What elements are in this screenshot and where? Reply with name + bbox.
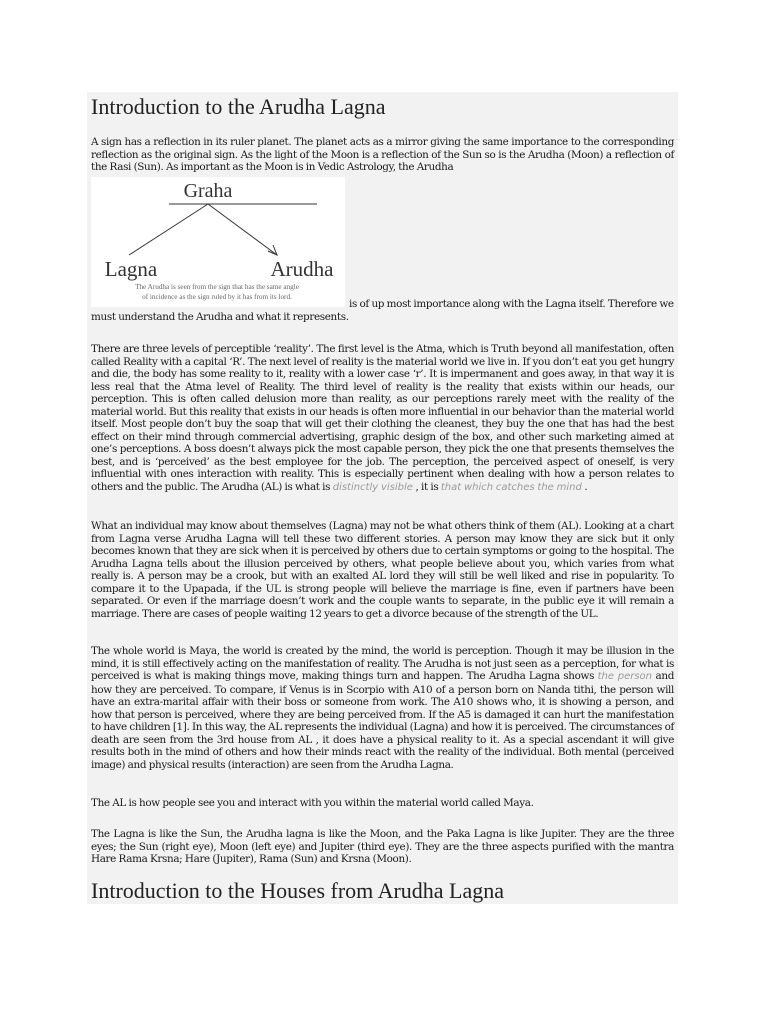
graha-diagram-figure — [91, 177, 345, 307]
paragraph-1-text: A sign has a reflection in its ruler planet. The planet acts as a mirror giving the same importance to the corresponding reflection as the original sign. As the light of the Moon is a reflection of the Sun so is the Arudha (Moon) a reflection of the Rasi (Sun). As important as the Moon is in Vedic Astrology, the Arudha — [91, 136, 674, 173]
paragraph-2-end: . — [584, 480, 588, 493]
paragraph-3-text: What an individual may know about themselves (Lagna) may not be what others think of them (AL). Looking at a chart from Lagna verse Arudha Lagna will tell these two different stories. A person may know they are sick but it only becomes known that they are sick when it is perceived by others due to certain symptoms or going to the hospital. The Arudha Lagna tells about the illusion perceived by others, what people believe about you, which varies from what really is. A person may be a crook, but with an exalted AL lord they will still be well liked and rise in popularity. To compare it to the Upapada, if the UL is strong people will believe the marriage is fine, even if partners have been separated. Or even if the marriage doesn’t work and the couple wants to separate, in the public eye it will remain a marriage. There are cases of people waiting 12 years to get a divorce because of the strength of the UL. — [91, 520, 674, 620]
paragraph-2-text — [91, 343, 674, 494]
paragraph-4-start: The whole world is Maya, the world is created by the mind, the world is perception. Though it may be illusion in the mind, it is still effectively acting on the manifestation of reality. The Arudha is not just seen as a perception, for what is perceived is what is making things move, making things turn and happen. The Arudha Lagna shows — [91, 645, 674, 682]
diagram-label-lagna: Lagna — [104, 257, 158, 281]
diagram-label-arudha: Arudha — [270, 257, 334, 281]
paragraph-6 — [91, 828, 674, 866]
document-page — [87, 92, 678, 904]
paragraph-5-text: The AL is how people see you and interact with you within the material world called Maya. — [91, 797, 534, 809]
paragraph-2-main: There are three levels of perceptible ‘reality’. The first level is the Atma, which is Truth beyond all manifestation, often called Reality with a capital ‘R’. The next level of reality is the material world we live in. If you don’t eat you get hungry and die, the body has some reality to it, reality with a lower case ‘r’. It is impermanent and goes away, in that way it is less real that the Atma level of Reality. The third level of reality is the reality that exists within our heads, our perception. This is often called delusion more than reality, as our perceptions rarely meet with the reality of the material world. But this reality that exists in our heads is often more influential in our behavior than the material world itself. Most people don’t buy the soap that will get their clothing the cleanest, they buy the one that has had the best effect on their mind through commercial advertising, graphic design of the box, and other such marketing aimed at one’s perceptions. A boss doesn’t always pick the most capable person, they pick the one that presents themselves the best, and is ‘perceived’ as the best employee for the job. The perception, the perceived aspect of oneself, is very influential with ones interaction with reality. This is especially pertinent when dealing with how a person relates to others and the public. The Arudha (AL) is what is — [91, 343, 674, 493]
faded-phrase-distinctly-visible: distinctly visible — [332, 481, 413, 493]
paragraph-4-text — [91, 645, 674, 771]
graha-diagram — [91, 177, 345, 307]
paragraph-4 — [91, 645, 674, 771]
diagram-caption-line-2: of incidence as the sign ruled by it has from its lord. — [142, 293, 292, 301]
diagram-arrow-right — [208, 204, 277, 255]
paragraph-3 — [91, 520, 674, 620]
paragraph-6-text: The Lagna is like the Sun, the Arudha lagna is like the Moon, and the Paka Lagna is like Jupiter. They are the three eyes; the Sun (right eye), Moon (left eye) and Jupiter (third eye). They are the three aspects purified with the mantra Hare Rama Krsna; Hare (Jupiter), Rama (Sun) and Krsna (Moon). — [91, 828, 674, 865]
faded-phrase-the-person: the person — [597, 671, 652, 682]
diagram-arrow-left — [129, 204, 208, 255]
section-title-arudha-lagna: Introduction to the Arudha Lagna — [91, 94, 386, 119]
paragraph-5 — [91, 797, 674, 810]
paragraph-2-mid: , it is — [415, 480, 439, 493]
section-title-houses: Introduction to the Houses from Arudha Lagna — [91, 878, 505, 903]
paragraph-2 — [91, 343, 674, 494]
paragraph-1-continued-b — [91, 311, 674, 324]
paragraph-1-continued-b-text: must understand the Arudha and what it represents. — [91, 311, 349, 323]
paragraph-1-continued-a — [349, 298, 674, 311]
paragraph-1-continued-a-text: is of up most importance along with the Lagna itself. Therefore we — [349, 298, 674, 310]
faded-phrase-catches-the-mind: that which catches the mind — [440, 481, 582, 493]
paragraph-4-end: and how they are perceived. To compare, if Venus is in Scorpio with A10 of a person born on Nanda tithi, the person will have an extra-marital affair with their boss or someone from work. The A10 shows who, it is showing a person, and how that person is perceived, where they are being perceived from. If the A5 is damaged it can hurt the manifestation to have children [1]. In this way, the AL represents the individual (Lagna) and how it is perceived. The circumstances of death are seen from the 3rd house from AL , it does have a physical reality to it. As a special ascendant it will give results both in the mind of others and how their minds react with the reality of the individual. Both mental (perceived image) and physical results (interaction) are seen from the Arudha Lagna. — [91, 670, 675, 771]
paragraph-1 — [91, 136, 674, 174]
diagram-caption-line-1: The Arudha is seen from the sign that has the same angle — [135, 283, 299, 291]
diagram-label-graha: Graha — [183, 180, 233, 202]
